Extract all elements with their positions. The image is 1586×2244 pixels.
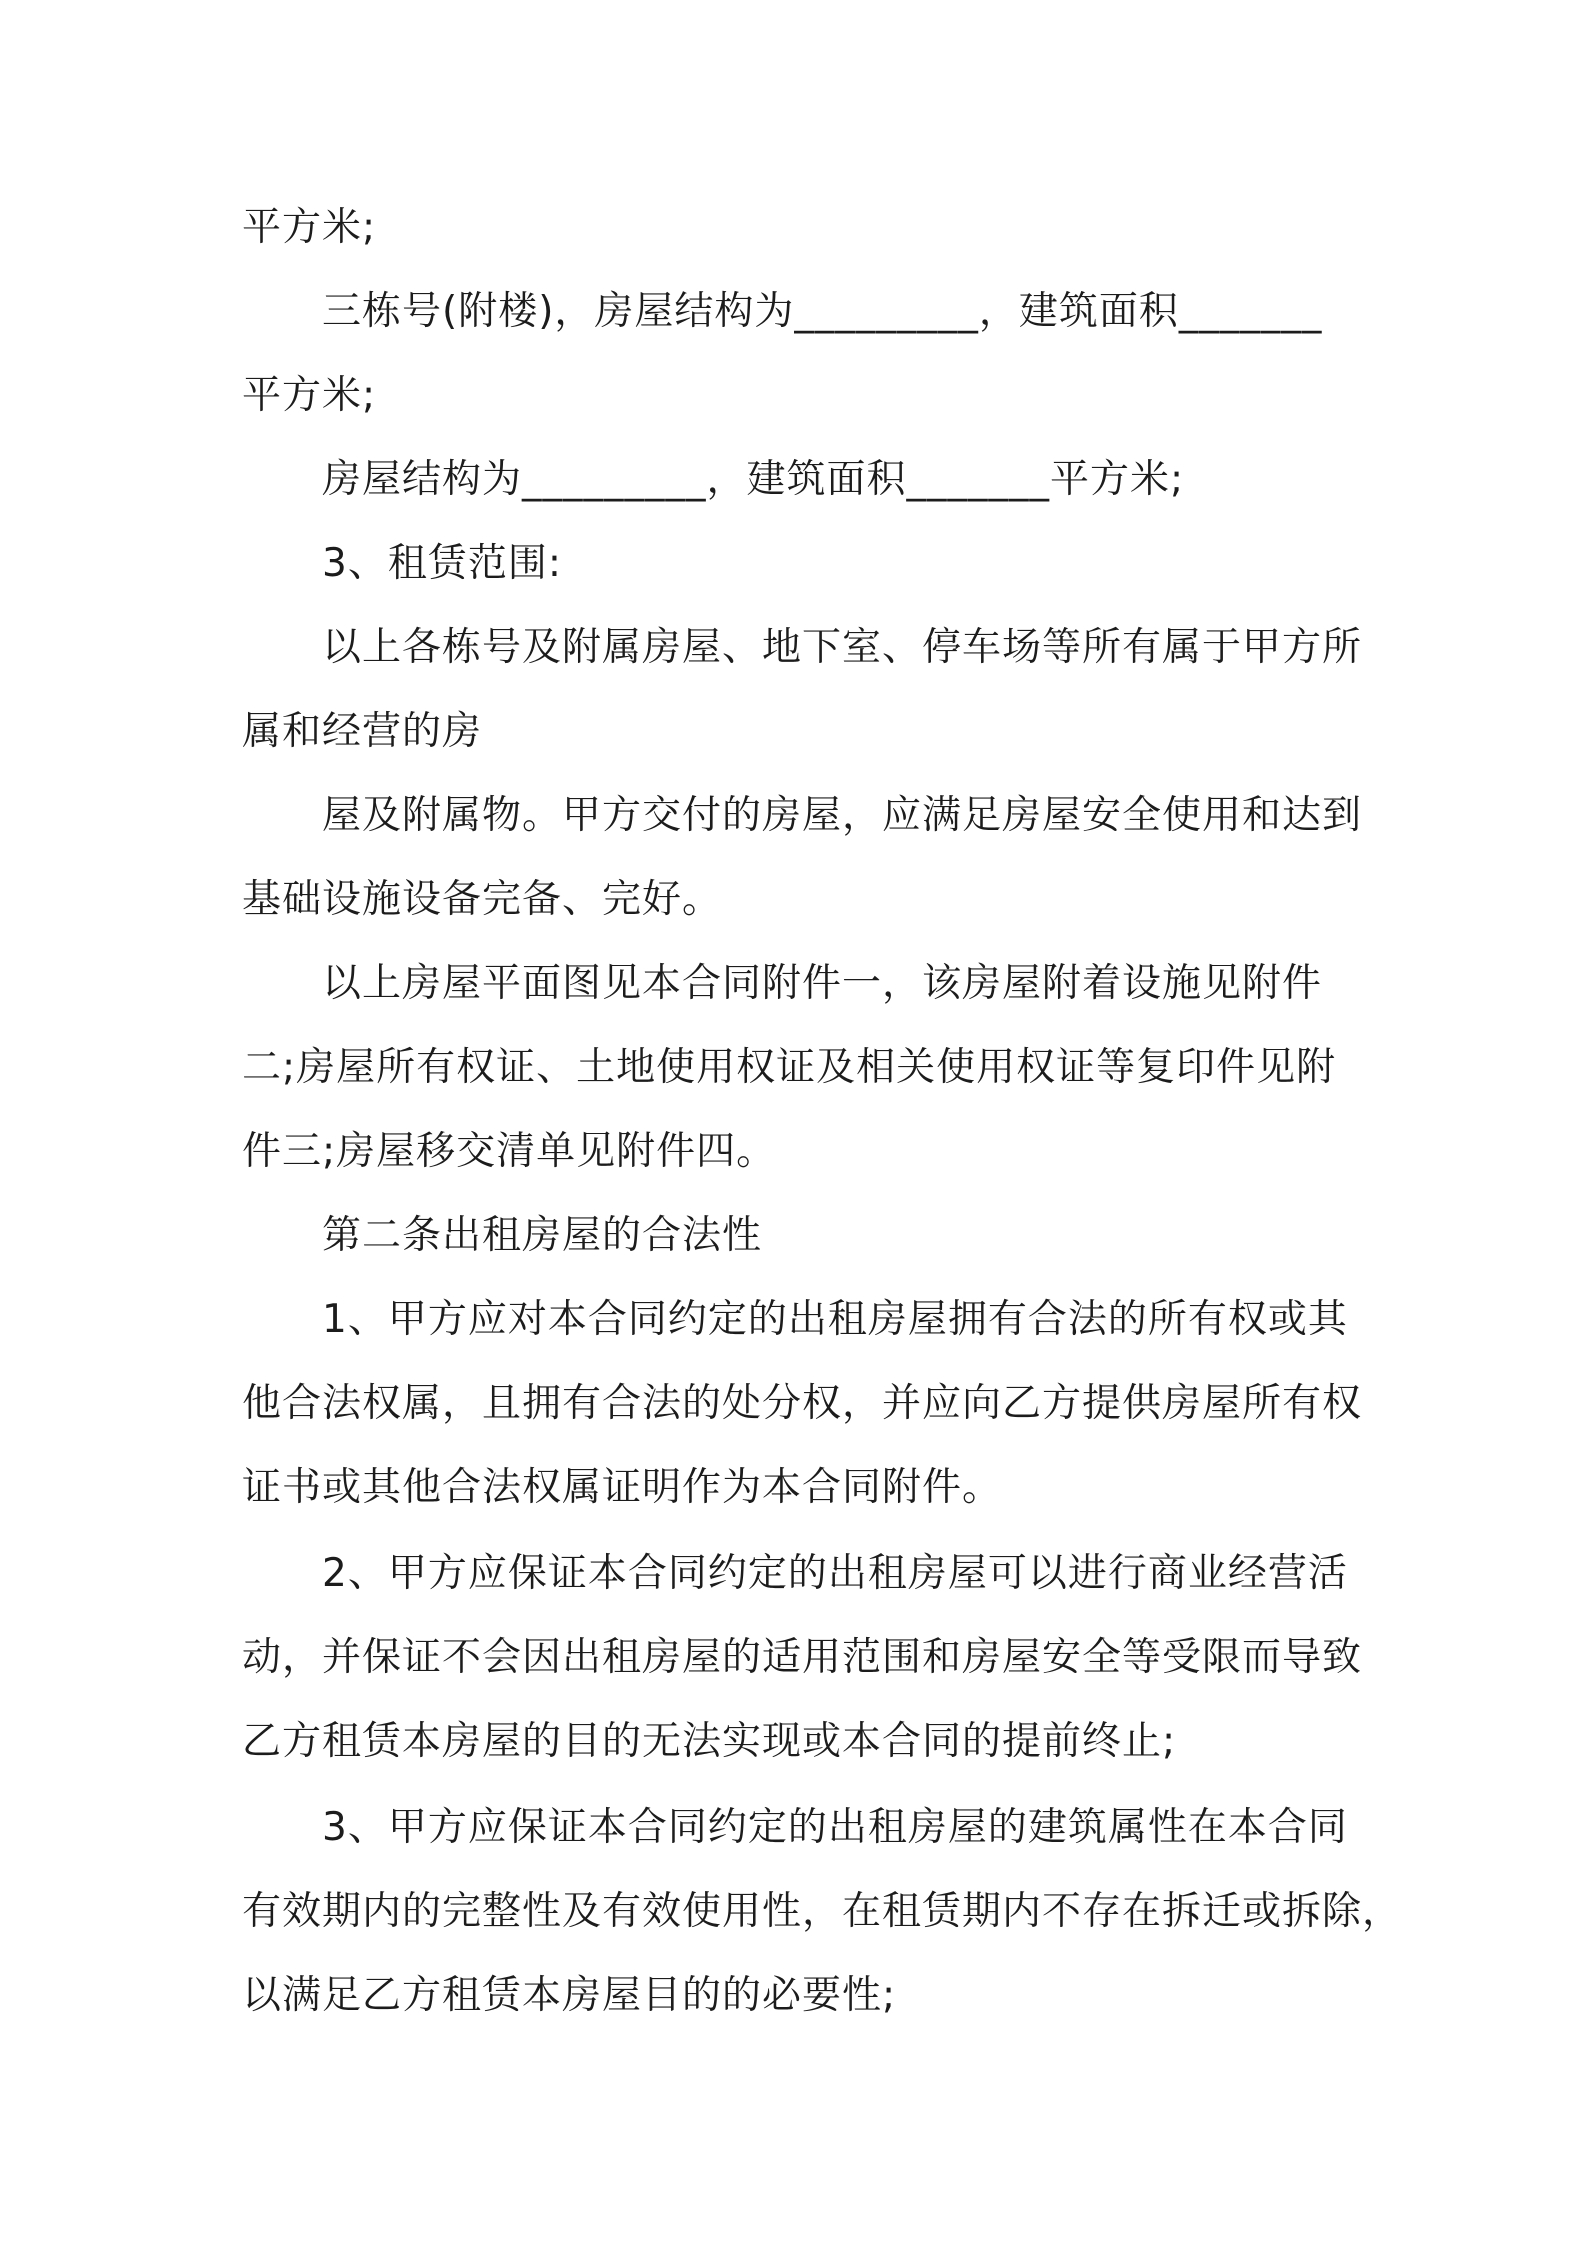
- text-line: 以上房屋平面图见本合同附件一，该房屋附着设施见附件: [322, 961, 1323, 1006]
- text-line: 基础设施设备完备、完好。: [242, 877, 723, 922]
- text-line: 属和经营的房: [242, 709, 483, 754]
- text-line: 以上各栋号及附属房屋、地下室、停车场等所有属于甲方所: [322, 625, 1363, 670]
- text-line: 证书或其他合法权属证明作为本合同附件。: [242, 1465, 1003, 1510]
- text-line: 乙方租赁本房屋的目的无法实现或本合同的提前终止;: [242, 1719, 1177, 1764]
- text-line: 3、甲方应保证本合同约定的出租房屋的建筑属性在本合同: [322, 1805, 1348, 1850]
- text-line: 动，并保证不会因出租房屋的适用范围和房屋安全等受限而导致: [242, 1635, 1363, 1680]
- text-line: 房屋结构为_________，建筑面积_______平方米;: [322, 457, 1185, 502]
- text-line: 屋及附属物。甲方交付的房屋，应满足房屋安全使用和达到: [322, 793, 1363, 838]
- section-heading: 3、租赁范围:: [322, 541, 562, 586]
- text-line: 1、甲方应对本合同约定的出租房屋拥有合法的所有权或其: [322, 1297, 1348, 1342]
- article-heading: 第二条出租房屋的合法性: [322, 1213, 763, 1258]
- text-line: 他合法权属，且拥有合法的处分权，并应向乙方提供房屋所有权: [242, 1381, 1363, 1426]
- text-line: 件三;房屋移交清单见附件四。: [242, 1129, 777, 1174]
- text-line: 以满足乙方租赁本房屋目的的必要性;: [242, 1973, 897, 2018]
- text-line: 二;房屋所有权证、土地使用权证及相关使用权证等复印件见附: [242, 1045, 1337, 1090]
- text-line: 2、甲方应保证本合同约定的出租房屋可以进行商业经营活: [322, 1551, 1348, 1596]
- text-line: 平方米;: [242, 373, 377, 418]
- text-line: 平方米;: [242, 205, 377, 250]
- text-line: 有效期内的完整性及有效使用性，在租赁期内不存在拆迁或拆除，: [242, 1889, 1403, 1934]
- text-line: 三栋号(附楼)，房屋结构为_________，建筑面积_______: [322, 289, 1323, 334]
